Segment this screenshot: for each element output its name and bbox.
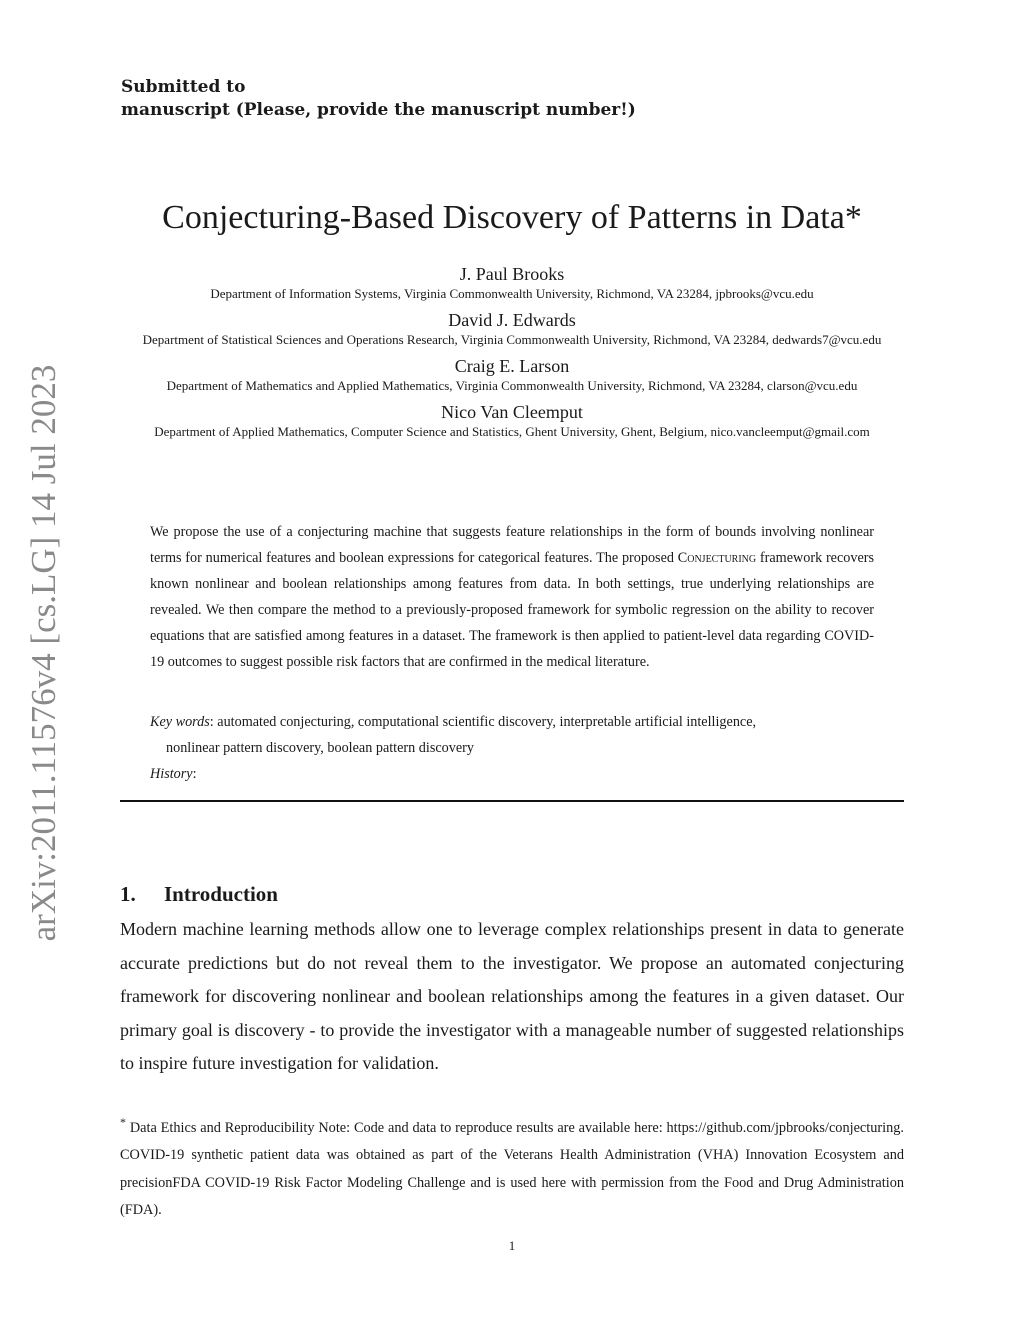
- submission-header: [121, 76, 636, 122]
- framework-name: Conjecturing: [677, 550, 757, 566]
- author-block: [120, 400, 904, 440]
- keywords-line-1: Key words: automated conjecturing, computational scientific discovery, interpretable artificial intelligence,: [150, 714, 757, 730]
- section-title: Introduction: [164, 882, 278, 906]
- section-divider: [120, 800, 904, 802]
- footnote-marker: *: [120, 1115, 126, 1129]
- keywords-text-1: automated conjecturing, computational scientific discovery, interpretable artificial intelligence,: [217, 714, 757, 730]
- author-affiliation: Department of Applied Mathematics, Computer Science and Statistics, Ghent University, Ghent, Belgium, nico.vancleemput@gmail.com: [154, 424, 870, 439]
- header-manuscript-note: manuscript (Please, provide the manuscript number!): [121, 100, 636, 120]
- author-list: [120, 262, 904, 446]
- section-number: 1.: [120, 882, 136, 906]
- paper-title: Conjecturing-Based Discovery of Patterns in Data*: [162, 199, 862, 236]
- keywords-label: Key words: [150, 714, 210, 730]
- author-affiliation: Department of Mathematics and Applied Mathematics, Virginia Commonwealth University, Richmond, VA 23284, clarson@vcu.edu: [166, 378, 858, 393]
- author-affiliation: Department of Statistical Sciences and Operations Research, Virginia Commonwealth University, Richmond, VA 23284, dedwards7@vcu.edu: [142, 332, 882, 347]
- author-name: J. Paul Brooks: [459, 264, 565, 284]
- author-block: [120, 262, 904, 302]
- page-number: 1: [508, 1238, 516, 1253]
- footnote: [120, 1109, 904, 1225]
- author-affiliation: Department of Information Systems, Virginia Commonwealth University, Richmond, VA 23284, jpbrooks@vcu.edu: [210, 286, 814, 301]
- author-name: Craig E. Larson: [454, 356, 570, 376]
- abstract-part-1: We propose the use of a conjecturing machine that suggests feature relationships in the form of bounds involving nonlinear terms for numerical features and boolean expressions for categorical features. The proposed: [150, 524, 874, 566]
- arxiv-stamp-text: arXiv:2011.11576v4 [cs.LG] 14 Jul 2023: [24, 364, 63, 942]
- author-name: Nico Van Cleemput: [441, 402, 583, 422]
- keywords-line-2: nonlinear pattern discovery, boolean pattern discovery: [166, 740, 474, 756]
- introduction-paragraph: Modern machine learning methods allow one to leverage complex relationships present in data to generate accurate predictions but do not reveal them to the investigator. We propose an automated conjecturing framework for discovering nonlinear and boolean relationships among the features in a given dataset. Our primary goal is discovery - to provide the investigator with a manageable number of suggested relationships to inspire future investigation for validation.: [120, 919, 904, 1073]
- footnote-text: Data Ethics and Reproducibility Note: Code and data to reproduce results are available here: https://github.com/jpbrooks/conjecturing. COVID-19 synthetic patient data was obtained as part of the Veterans Health Administration (VHA) Innovation Ecosystem and precisionFDA COVID-19 Risk Factor Modeling Challenge and is used here with permission from the Food and Drug Administration (FDA).: [120, 1119, 904, 1219]
- abstract: [150, 519, 874, 675]
- history: History:: [150, 766, 197, 782]
- keywords: [150, 709, 874, 761]
- header-submitted-to: Submitted to: [121, 77, 246, 97]
- author-block: [120, 308, 904, 348]
- history-label: History: [150, 766, 193, 782]
- author-name: David J. Edwards: [448, 310, 576, 330]
- abstract-part-2: framework recovers known nonlinear and boolean relationships among features from data. In both settings, true underlying relationships are revealed. We then compare the method to a previously-proposed framework for symbolic regression on the ability to recover equations that are satisfied among features in a dataset. The framework is then applied to patient-level data regarding COVID-19 outcomes to suggest possible risk factors that are confirmed in the medical literature.: [150, 550, 874, 670]
- section-heading: [120, 880, 278, 908]
- author-block: [120, 354, 904, 394]
